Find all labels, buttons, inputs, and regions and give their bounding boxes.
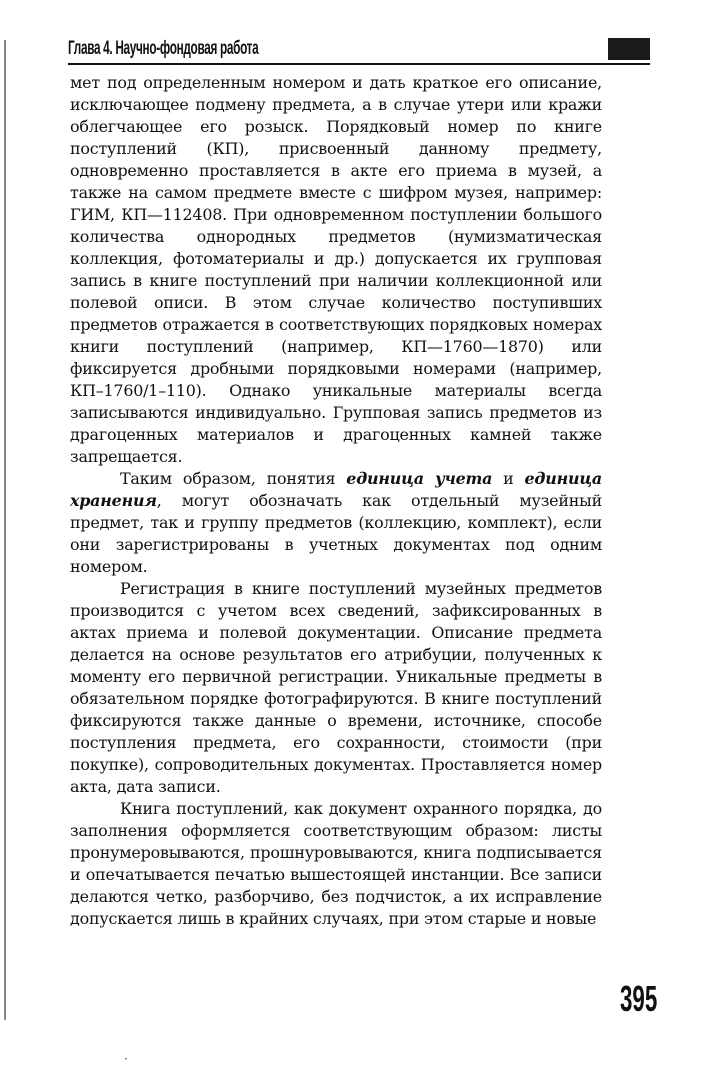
header-black-tab xyxy=(608,38,650,60)
term-unit-of-storage: единица хранения xyxy=(70,469,602,510)
paragraph-2-conjunction: и xyxy=(492,469,525,488)
running-header xyxy=(68,38,650,62)
chapter-title: Глава 4. Научно-фондовая работа xyxy=(68,38,259,59)
paragraph-3: Регистрация в книге поступлений музейных предметов производится с учетом всех сведений, зафиксированных в актах приема и полевой документации. Описание предмета делается на основе результатов его атрибуции, полученных к моменту его первичной регистрации. Уникальные предметы в обязательном порядке фотографируются. В книге поступлений фиксируются также данные о времени, источнике, способе поступления предмета, его сохранности, стоимости (при покупке), сопроводительных документах. Проставляется номер акта, дата записи. xyxy=(70,579,602,796)
paragraph-2 xyxy=(70,468,602,578)
paragraph-2-text-start: Таким образом, понятия xyxy=(120,469,347,488)
paragraph-1: мет под определенным номером и дать краткое его описание, исключающее подмену предмета, а в случае утери или кражи облегчающее его розыск. Порядковый номер по книге поступлений (КП), присвоенный данному предмету, одновременно проставляется в акте его приема в музей, а также на самом предмете вместе с шифром музея, например: ГИМ, КП—112408. При одновременном поступлении большого количества однородных предметов (нумизматическая коллекция, фотоматериалы и др.) допускается их групповая запись в книге поступлений при наличии коллекционной или полевой описи. В этом случае количество поступивших предметов отражается в соответствующих порядковых номерах книги поступлений (например, КП—1760—1870) или фиксируется дробными порядковыми номерами (например, КП–1760/1–110). Однако уникальные материалы всегда записываются индивидуально. Групповая запись предметов из драгоценных материалов и драгоценных камней также запрещается. xyxy=(70,73,602,466)
page-number: 395 xyxy=(620,978,658,1019)
term-unit-of-account: единица учета xyxy=(346,469,493,488)
paragraph-2-text-end: , могут обозначать как отдельный музейный предмет, так и группу предметов (коллекцию, комплект), если они зарегистрированы в учетных документах под одним номером. xyxy=(70,491,602,576)
scan-speck: · xyxy=(124,1052,128,1066)
page-binding-edge xyxy=(4,40,6,1020)
header-rule xyxy=(68,63,650,65)
body-text xyxy=(70,72,602,930)
paragraph-4: Книга поступлений, как документ охранного порядка, до заполнения оформляется соответствующим образом: листы пронумеровываются, прошнуровываются, книга подписывается и опечатывается печатью вышестоящей инстанции. Все записи делаются четко, разборчиво, без подчисток, а их исправление допускается лишь в крайних случаях, при этом старые и новые xyxy=(70,799,602,928)
